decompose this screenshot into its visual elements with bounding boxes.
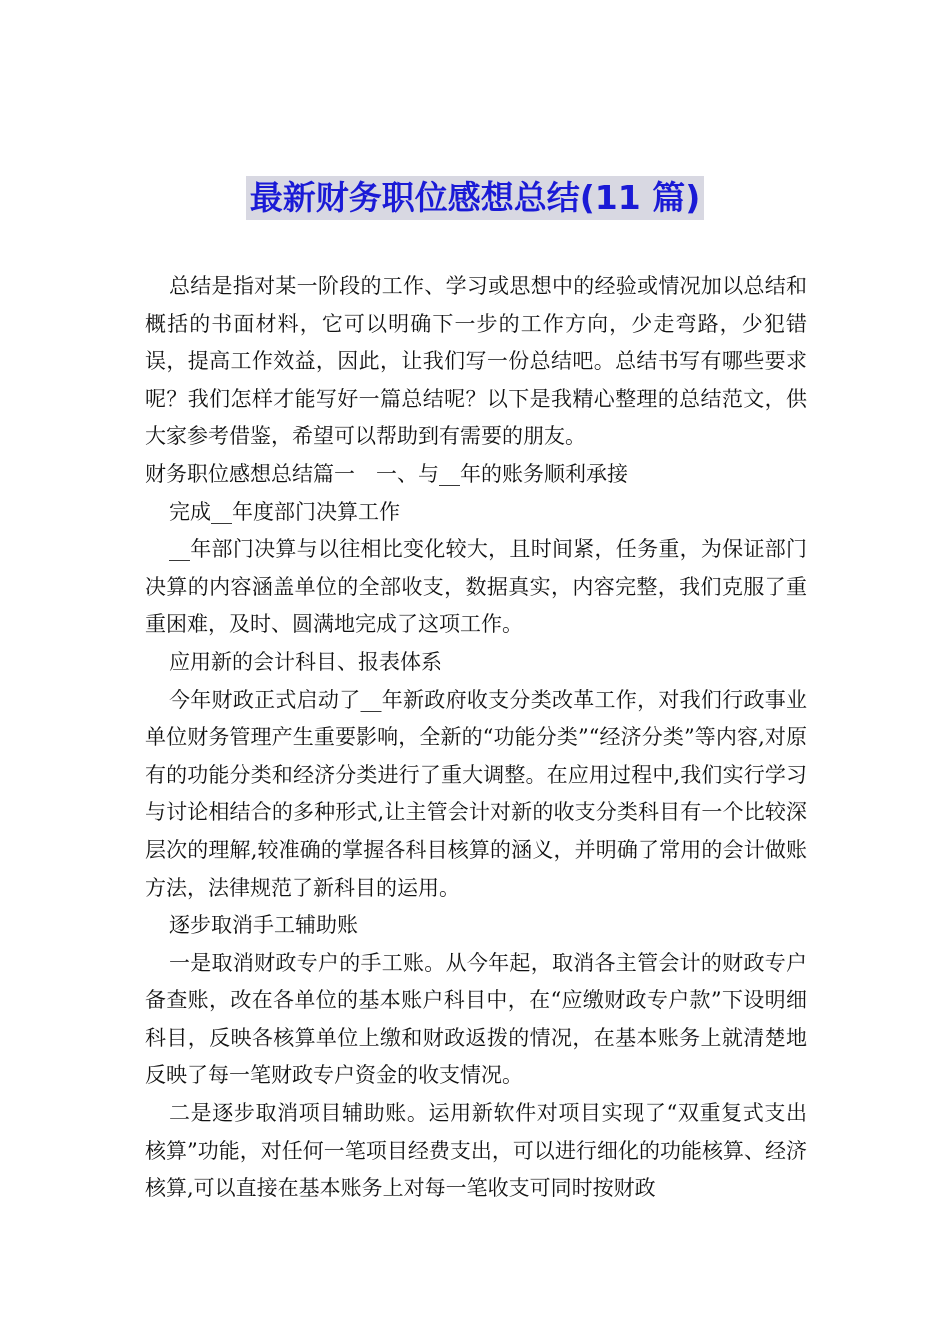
paragraph-subheading-manual-accounts: 逐步取消手工辅助账: [169, 913, 358, 938]
paragraph-subheading-final-accounts: 完成__年度部门决算工作: [169, 499, 400, 524]
paragraph-new-subjects: 今年财政正式启动了__年新政府收支分类改革工作，对我们行政事业单位财务管理产生重要影响，全新的“功能分类”“经济分类”等内容,对原有的功能分类和经济分类进行了重大调整。在应用过程中,我们实行学习与讨论相结合的多种形式,让主管会计对新的收支分类科目有一个比较深层次的理解,较准确的掌握各科目核算的涵义，并明确了常用的会计做账方法，法律规范了新科目的运用。: [145, 687, 807, 900]
paragraph-intro: 总结是指对某一阶段的工作、学习或思想中的经验或情况加以总结和概括的书面材料，它可以明确下一步的工作方向，少走弯路，少犯错误，提高工作效益，因此，让我们写一份总结吧。总结书写有哪些要求呢？我们怎样才能写好一篇总结呢？以下是我精心整理的总结范文，供大家参考借鉴，希望可以帮助到有需要的朋友。: [145, 274, 807, 449]
paragraph-final-accounts: __年部门决算与以往相比变化较大，且时间紧，任务重，为保证部门决算的内容涵盖单位的全部收支，数据真实，内容完整，我们克服了重重困难，及时、圆满地完成了这项工作。: [145, 537, 807, 637]
title-container: [0, 176, 950, 220]
paragraph-manual-accounts-1: 一是取消财政专户的手工账。从今年起，取消各主管会计的财政专户备查账，改在各单位的基本账户科目中，在“应缴财政专户款”下设明细科目，反映各核算单位上缴和财政返拨的情况，在基本账务上就清楚地反映了每一笔财政专户资金的收支情况。: [145, 950, 807, 1088]
paragraph-subheading-new-subjects: 应用新的会计科目、报表体系: [169, 649, 442, 674]
paragraph-manual-accounts-2: 二是逐步取消项目辅助账。运用新软件对项目实现了“双重复式支出核算”功能，对任何一笔项目经费支出，可以进行细化的功能核算、经济核算,可以直接在基本账务上对每一笔收支可同时按财政: [145, 1101, 807, 1201]
document-body: [145, 268, 807, 1208]
paragraph-section-heading: 财务职位感想总结篇一 一、与__年的账务顺利承接: [145, 461, 628, 486]
document-title: 最新财务职位感想总结(11 篇): [246, 176, 705, 220]
